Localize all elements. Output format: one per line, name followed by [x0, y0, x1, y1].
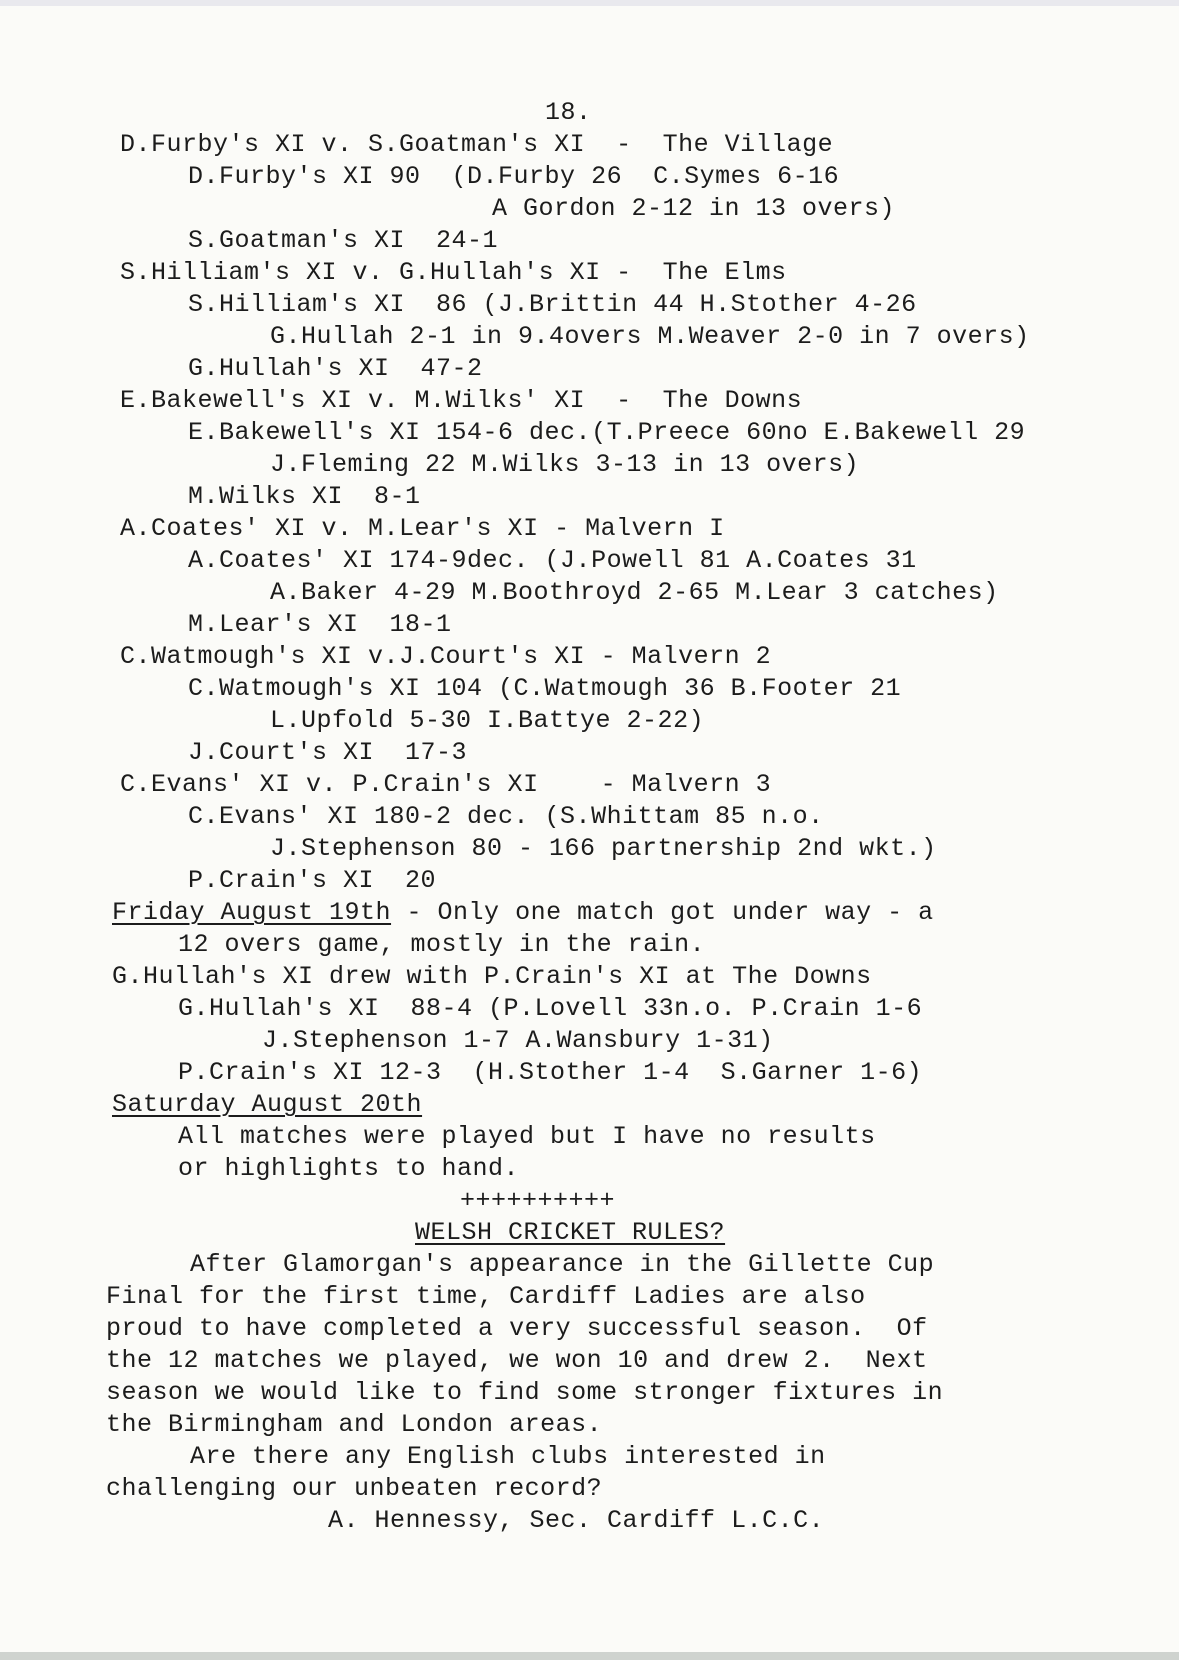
paragraph-line: the Birmingham and London areas.	[106, 1410, 603, 1439]
text-line: J.Fleming 22 M.Wilks 3-13 in 13 overs)	[270, 450, 860, 479]
text-line: D.Furby's XI v. S.Goatman's XI - The Village	[120, 130, 834, 159]
text-line: C.Watmough's XI v.J.Court's XI - Malvern 2	[120, 642, 772, 671]
text-line: A.Coates' XI 174-9dec. (J.Powell 81 A.Coates 31	[188, 546, 917, 575]
text-line: A Gordon 2-12 in 13 overs)	[492, 194, 896, 223]
paragraph-line: After Glamorgan's appearance in the Gillette Cup	[190, 1250, 935, 1279]
paragraph-line: proud to have completed a very successful season. Of	[106, 1314, 928, 1343]
paragraph-line: Are there any English clubs interested in	[190, 1442, 826, 1471]
text-line: S.Hilliam's XI 86 (J.Brittin 44 H.Stother 4-26	[188, 290, 917, 319]
text-line: G.Hullah's XI 88-4 (P.Lovell 33n.o. P.Crain 1-6	[178, 994, 923, 1023]
text-line: P.Crain's XI 20	[188, 866, 437, 895]
friday-heading-rest: - Only one match got under way - a	[391, 898, 934, 927]
text-line: P.Crain's XI 12-3 (H.Stother 1-4 S.Garner 1-6)	[178, 1058, 923, 1087]
text-line: C.Watmough's XI 104 (C.Watmough 36 B.Footer 21	[188, 674, 902, 703]
text-line: or highlights to hand.	[178, 1154, 520, 1183]
text-line: 12 overs game, mostly in the rain.	[178, 930, 706, 959]
scan-bottom-edge	[0, 1652, 1179, 1660]
text-line: M.Wilks XI 8-1	[188, 482, 421, 511]
text-line: All matches were played but I have no results	[178, 1122, 876, 1151]
separator: ++++++++++	[460, 1186, 616, 1215]
signature: A. Hennessy, Sec. Cardiff L.C.C.	[328, 1506, 825, 1535]
text-line: C.Evans' XI v. P.Crain's XI - Malvern 3	[120, 770, 772, 799]
text-line: J.Stephenson 1-7 A.Wansbury 1-31)	[262, 1026, 774, 1055]
text-line: G.Hullah's XI 47-2	[188, 354, 483, 383]
text-line: J.Stephenson 80 - 166 partnership 2nd wkt.)	[270, 834, 937, 863]
text-line: J.Court's XI 17-3	[188, 738, 468, 767]
text-line: E.Bakewell's XI v. M.Wilks' XI - The Downs	[120, 386, 803, 415]
welsh-heading: WELSH CRICKET RULES?	[415, 1218, 726, 1247]
paragraph-line: challenging our unbeaten record?	[106, 1474, 603, 1503]
text-line: E.Bakewell's XI 154-6 dec.(T.Preece 60no E.Bakewell 29	[188, 418, 1026, 447]
text-line: S.Goatman's XI 24-1	[188, 226, 499, 255]
paragraph-line: the 12 matches we played, we won 10 and drew 2. Next	[106, 1346, 928, 1375]
page-number: 18.	[545, 98, 592, 127]
paragraph-line: Final for the first time, Cardiff Ladies are also	[106, 1282, 866, 1311]
paragraph-line: season we would like to find some stronger fixtures in	[106, 1378, 944, 1407]
saturday-heading: Saturday August 20th	[112, 1090, 423, 1119]
saturday-heading-line	[112, 1090, 422, 1120]
welsh-heading-line	[415, 1218, 725, 1248]
text-line: D.Furby's XI 90 (D.Furby 26 C.Symes 6-16	[188, 162, 840, 191]
text-line: L.Upfold 5-30 I.Battye 2-22)	[270, 706, 705, 735]
text-line: A.Baker 4-29 M.Boothroyd 2-65 M.Lear 3 catches)	[270, 578, 999, 607]
text-line: C.Evans' XI 180-2 dec. (S.Whittam 85 n.o.	[188, 802, 824, 831]
text-line: A.Coates' XI v. M.Lear's XI - Malvern I	[120, 514, 725, 543]
scan-top-edge	[0, 0, 1179, 6]
friday-heading-line	[112, 898, 934, 928]
text-line: S.Hilliam's XI v. G.Hullah's XI - The Elms	[120, 258, 787, 287]
text-line: G.Hullah's XI drew with P.Crain's XI at The Downs	[112, 962, 872, 991]
text-line: M.Lear's XI 18-1	[188, 610, 452, 639]
friday-heading: Friday August 19th	[112, 898, 392, 927]
text-line: G.Hullah 2-1 in 9.4overs M.Weaver 2-0 in 7 overs)	[270, 322, 1030, 351]
